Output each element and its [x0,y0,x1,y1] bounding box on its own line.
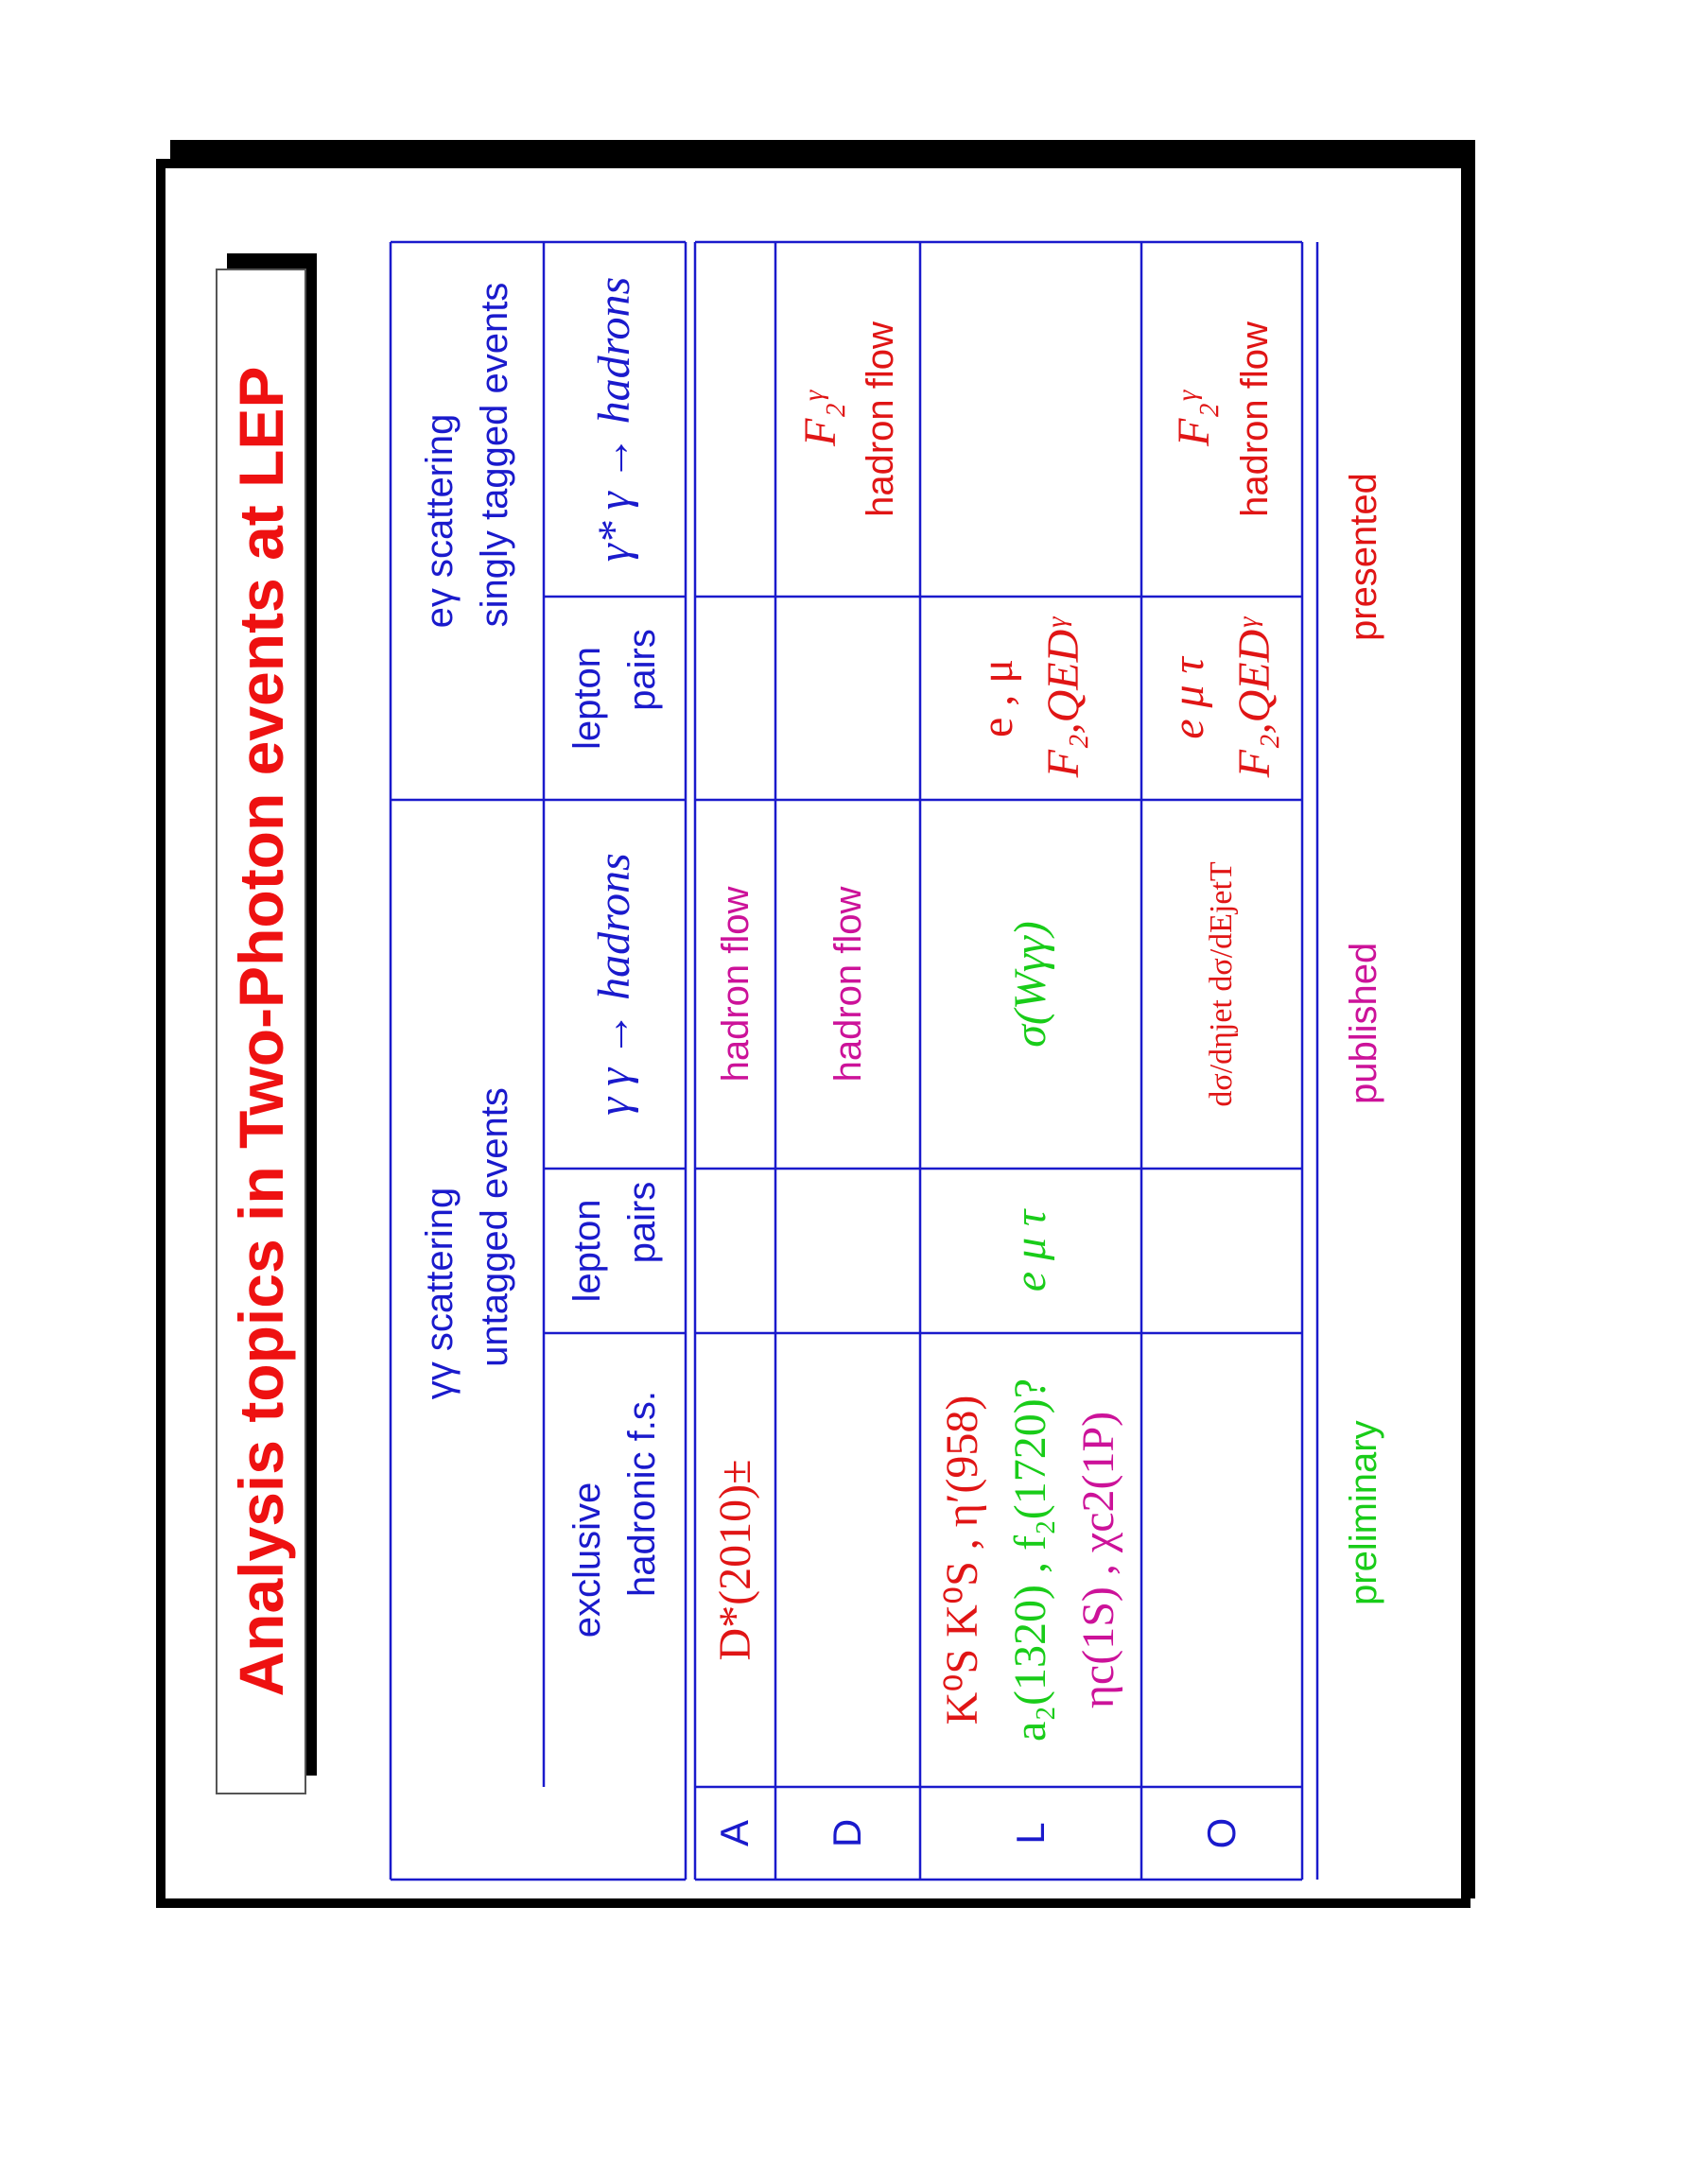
lepton-label: lepton [566,647,608,750]
row-label-l: L [1007,1822,1053,1845]
singly-tagged-events-label: singly tagged events [474,282,515,628]
legend-published: published [1343,942,1384,1104]
row-o-untagged-hadrons: dσ/dηjet dσ/dEjetT [1204,861,1240,1107]
tagged-group-header [391,242,544,800]
exclusive-label: exclusive [566,1482,608,1638]
gg-hadrons-header [544,800,686,1169]
pairs-label: pairs [621,1181,663,1264]
pairs-label: pairs [621,629,663,711]
hadronic-fs-label: hadronic f.s. [621,1391,663,1597]
gg-to-hadrons-label: γ γ → hadrons [589,853,640,1116]
row-d-untagged-hadrons: hadron flow [827,886,869,1083]
tagged-lepton-header [544,597,686,800]
slide [156,159,1452,1889]
row-o-tagged-lepton: e μ τ F₂,QEDᵞ [1163,618,1279,778]
untagged-group-header [391,800,544,1787]
gstar-g-to-hadrons-label: γ* γ → hadrons [589,276,640,563]
lepton-label: lepton [566,1199,608,1303]
gstar-g-hadrons-header [544,242,686,597]
untagged-events-label: untagged events [474,1087,515,1367]
row-d-tagged-hadrons: F₂ᵞ hadron flow [794,321,902,517]
row-l-tagged-lepton: e , μ F₂,QEDᵞ [972,618,1088,778]
row-label-d: D [825,1818,870,1848]
eg-scattering-label: eγ scattering [419,413,461,629]
exclusive-header [544,1333,686,1787]
gg-scattering-label: γγ scattering [419,1187,461,1400]
row-a-exclusive: D*(2010)± [709,1459,760,1661]
slide-title: Analysis topics in Two-Photon events at LEP [216,269,306,1794]
row-l-exclusive: K⁰S K⁰S , η′(958) a₂(1320) , f₂(1720)? ηc(1S) , χc2(1P) [937,1378,1123,1742]
row-l-untagged-hadrons: σ(Wγγ) [1005,921,1056,1048]
legend-preliminary: preliminary [1343,1420,1384,1605]
row-label-o: O [1198,1817,1244,1849]
row-label-a: A [712,1820,757,1847]
legend-presented: presented [1343,473,1384,641]
row-l-untagged-lepton: e μ τ [1005,1209,1056,1292]
row-o-tagged-hadrons: F₂ᵞ hadron flow [1169,321,1276,517]
untagged-lepton-header [544,1169,686,1333]
row-a-untagged-hadrons: hadron flow [714,886,757,1083]
